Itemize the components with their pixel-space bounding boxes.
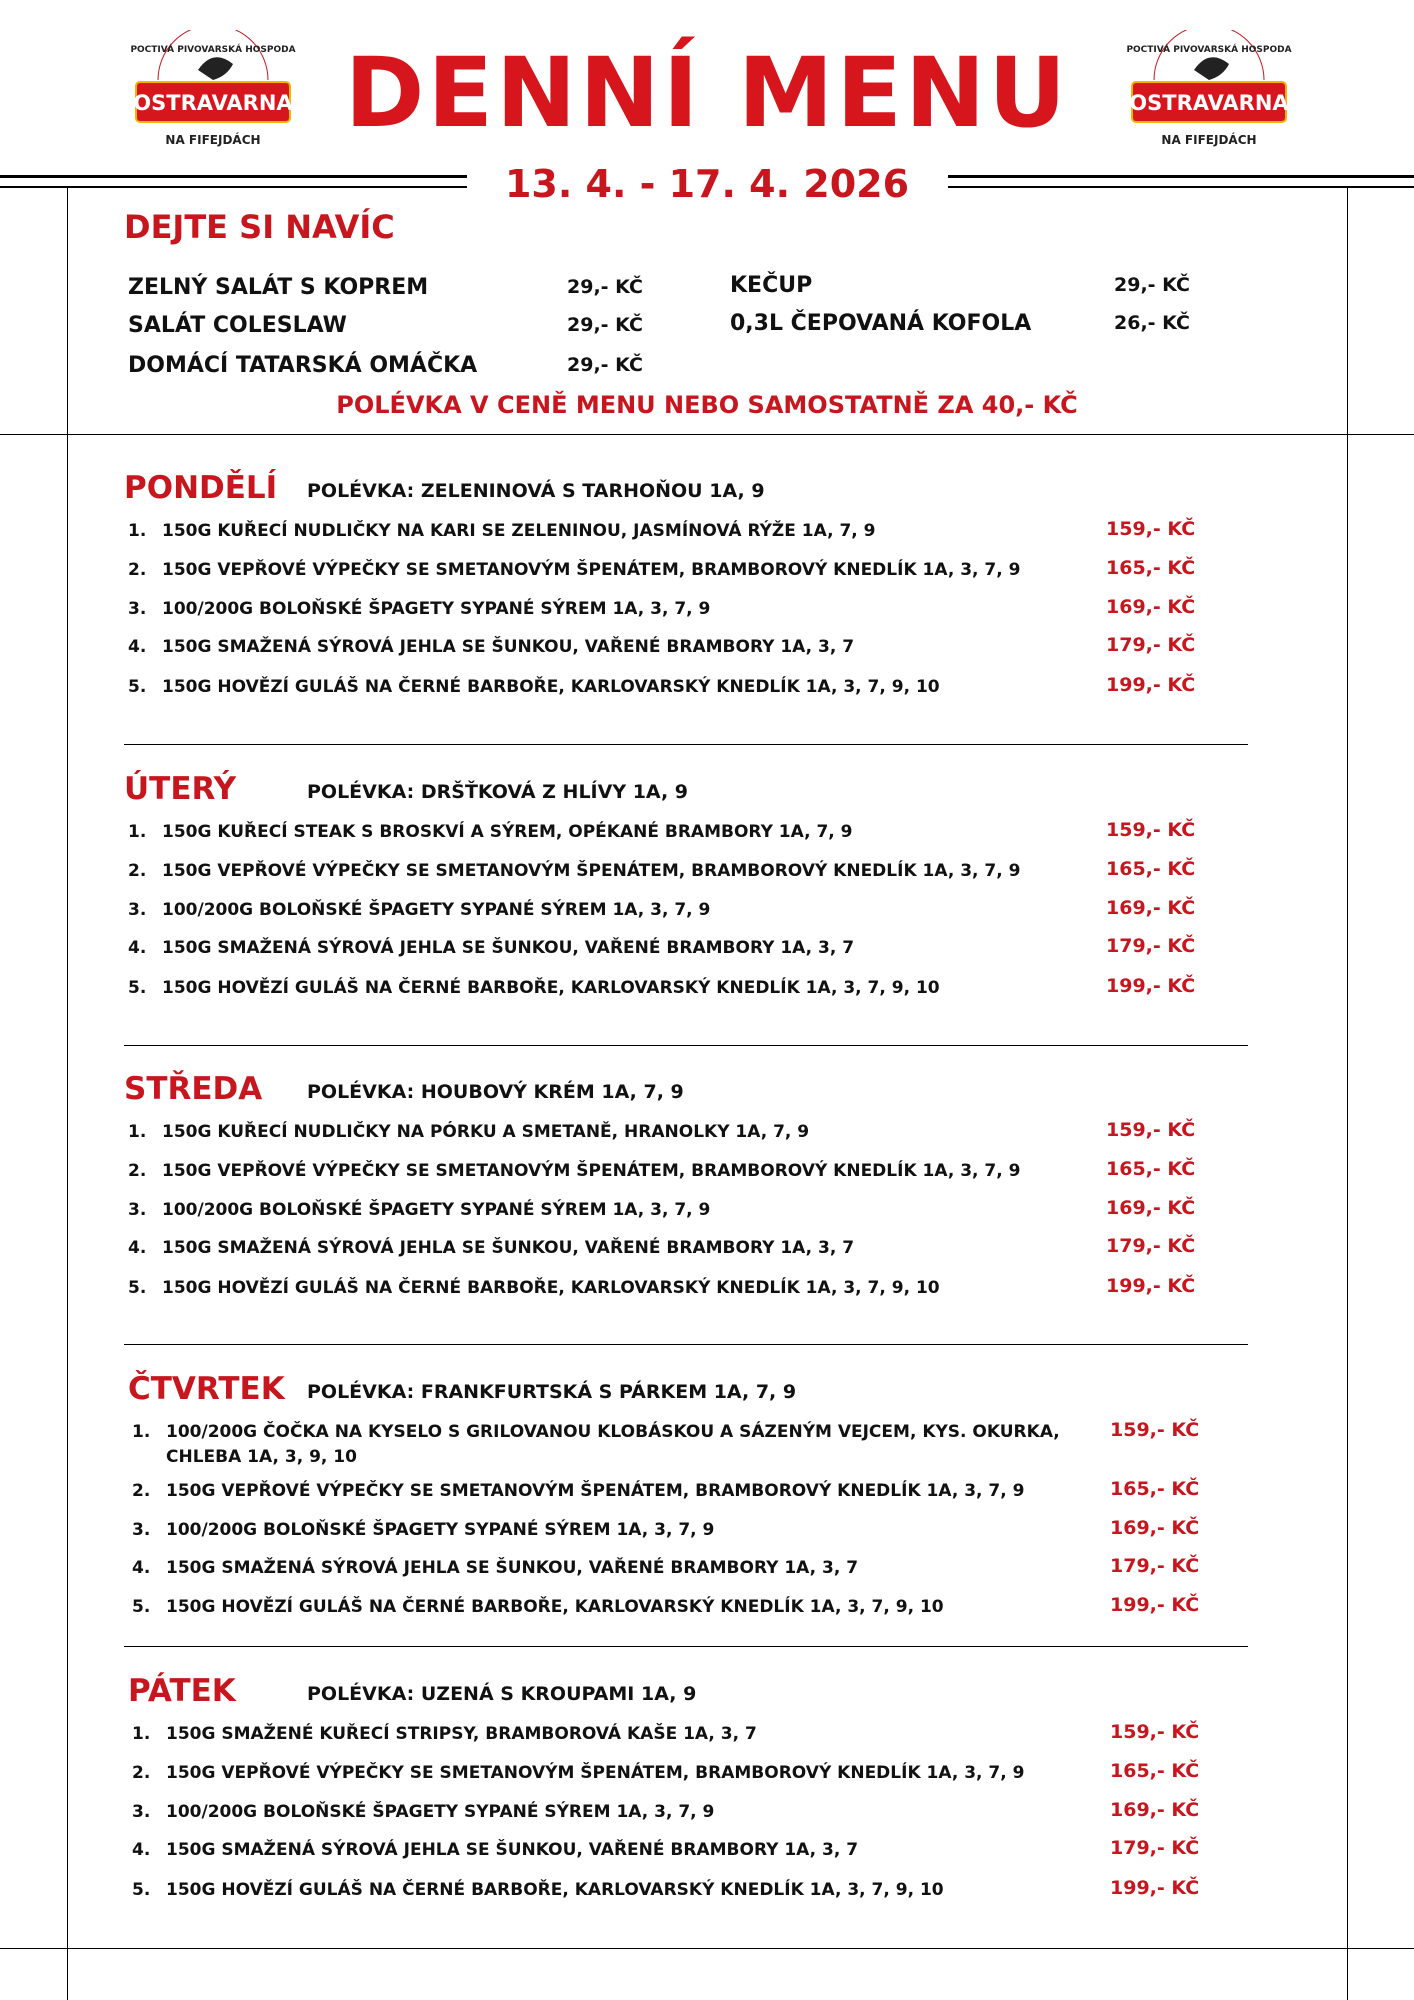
menu-item-text: 100/200G BOLOŇSKÉ ŠPAGETY SYPANÉ SÝREM 1A, 3, 7, 9: [162, 599, 711, 619]
day-name: PÁTEK: [128, 1673, 236, 1709]
menu-item-price: 179,- KČ: [1106, 634, 1196, 656]
day-separator: [124, 1045, 1248, 1046]
menu-item-price: 179,- KČ: [1106, 935, 1196, 957]
menu-item-price: 199,- KČ: [1106, 1275, 1196, 1297]
day-soup: POLÉVKA: DRŠŤKOVÁ Z HLÍVY 1A, 9: [307, 781, 689, 803]
menu-item-number: 4.: [132, 1558, 151, 1578]
menu-item-text: 150G SMAŽENÁ SÝROVÁ JEHLA SE ŠUNKOU, VAŘENÉ BRAMBORY 1A, 3, 7: [162, 938, 855, 958]
menu-item-price: 199,- KČ: [1110, 1594, 1200, 1616]
extra-item-name: KEČUP: [730, 273, 813, 298]
svg-text:POCTIVÁ PIVOVARSKÁ HOSPODA: POCTIVÁ PIVOVARSKÁ HOSPODA: [1126, 45, 1292, 55]
menu-item-text: 150G KUŘECÍ NUDLIČKY NA PÓRKU A SMETANĚ, HRANOLKY 1A, 7, 9: [162, 1122, 810, 1142]
menu-item-number: 1.: [128, 1122, 147, 1142]
menu-item-number: 2.: [128, 560, 147, 580]
menu-item-number: 5.: [128, 677, 147, 697]
extra-item-price: 29,- KČ: [567, 354, 643, 376]
day-separator: [124, 744, 1248, 745]
menu-item-number: 3.: [128, 1200, 147, 1220]
menu-item-text: 100/200G BOLOŇSKÉ ŠPAGETY SYPANÉ SÝREM 1A, 3, 7, 9: [162, 900, 711, 920]
frame-left-vertical: [67, 186, 68, 2000]
menu-item-number: 4.: [132, 1840, 151, 1860]
day-name: PONDĚLÍ: [124, 470, 278, 506]
menu-item-price: 165,- KČ: [1106, 557, 1196, 579]
menu-item-price: 165,- KČ: [1106, 1158, 1196, 1180]
menu-item-price: 165,- KČ: [1110, 1478, 1200, 1500]
menu-item-price: 179,- KČ: [1110, 1837, 1200, 1859]
menu-item-text: 150G HOVĚZÍ GULÁŠ NA ČERNÉ BARBOŘE, KARLOVARSKÝ KNEDLÍK 1A, 3, 7, 9, 10: [166, 1880, 944, 1900]
day-soup: POLÉVKA: HOUBOVÝ KRÉM 1A, 7, 9: [307, 1081, 684, 1103]
menu-item-text: 150G KUŘECÍ NUDLIČKY NA KARI SE ZELENINOU, JASMÍNOVÁ RÝŽE 1A, 7, 9: [162, 521, 876, 541]
menu-item-number: 5.: [128, 1278, 147, 1298]
menu-item-text: 150G VEPŘOVÉ VÝPEČKY SE SMETANOVÝM ŠPENÁTEM, BRAMBOROVÝ KNEDLÍK 1A, 3, 7, 9: [166, 1481, 1025, 1501]
menu-item-price: 159,- KČ: [1110, 1721, 1200, 1743]
menu-item-number: 2.: [132, 1763, 151, 1783]
extra-item-name: SALÁT COLESLAW: [128, 313, 347, 338]
menu-item-price: 169,- KČ: [1106, 1197, 1196, 1219]
menu-item-number: 1.: [132, 1422, 151, 1442]
day-separator: [124, 1344, 1248, 1345]
extra-item-name: DOMÁCÍ TATARSKÁ OMÁČKA: [128, 353, 478, 378]
menu-item-text: 150G HOVĚZÍ GULÁŠ NA ČERNÉ BARBOŘE, KARLOVARSKÝ KNEDLÍK 1A, 3, 7, 9, 10: [166, 1597, 944, 1617]
menu-item-number: 5.: [132, 1880, 151, 1900]
extras-title: DEJTE SI NAVÍC: [124, 208, 395, 246]
day-name: ÚTERÝ: [124, 771, 237, 807]
menu-item-price: 169,- KČ: [1106, 897, 1196, 919]
menu-item-number: 2.: [132, 1481, 151, 1501]
day-soup: POLÉVKA: UZENÁ S KROUPAMI 1A, 9: [307, 1683, 697, 1705]
day-separator: [124, 1646, 1248, 1647]
menu-item-number: 1.: [132, 1724, 151, 1744]
extra-item-price: 29,- KČ: [567, 314, 643, 336]
menu-item-price: 165,- KČ: [1106, 858, 1196, 880]
logo-bottom-text: NA FIFEJDÁCH: [1161, 133, 1257, 147]
menu-item-text: 150G VEPŘOVÉ VÝPEČKY SE SMETANOVÝM ŠPENÁTEM, BRAMBOROVÝ KNEDLÍK 1A, 3, 7, 9: [162, 861, 1021, 881]
menu-item-number: 3.: [128, 900, 147, 920]
menu-item-text: 150G VEPŘOVÉ VÝPEČKY SE SMETANOVÝM ŠPENÁTEM, BRAMBOROVÝ KNEDLÍK 1A, 3, 7, 9: [166, 1763, 1025, 1783]
menu-item-price: 169,- KČ: [1110, 1517, 1200, 1539]
extra-item-name: 0,3L ČEPOVANÁ KOFOLA: [730, 311, 1032, 336]
menu-item-price: 199,- KČ: [1110, 1877, 1200, 1899]
page-title: DENNÍ MENU: [344, 37, 1070, 149]
menu-item-text: 100/200G BOLOŇSKÉ ŠPAGETY SYPANÉ SÝREM 1A, 3, 7, 9: [166, 1802, 715, 1822]
menu-item-price: 159,- KČ: [1110, 1419, 1200, 1441]
menu-item-number: 5.: [132, 1597, 151, 1617]
logo-bottom-text: NA FIFEJDÁCH: [165, 133, 261, 147]
menu-item-number: 3.: [132, 1520, 151, 1540]
logo-brand-text: OSTRAVARNA: [1129, 91, 1289, 115]
menu-item-number: 4.: [128, 1238, 147, 1258]
svg-text:POCTIVÁ PIVOVARSKÁ HOSPODA: POCTIVÁ PIVOVARSKÁ HOSPODA: [130, 45, 296, 55]
menu-item-price: 159,- KČ: [1106, 1119, 1196, 1141]
menu-item-number: 5.: [128, 978, 147, 998]
menu-item-text: 150G KUŘECÍ STEAK S BROSKVÍ A SÝREM, OPÉKANÉ BRAMBORY 1A, 7, 9: [162, 822, 853, 842]
extra-item-price: 29,- KČ: [1114, 274, 1190, 296]
menu-item-text: 150G SMAŽENÁ SÝROVÁ JEHLA SE ŠUNKOU, VAŘENÉ BRAMBORY 1A, 3, 7: [162, 637, 855, 657]
menu-item-text: 150G VEPŘOVÉ VÝPEČKY SE SMETANOVÝM ŠPENÁTEM, BRAMBOROVÝ KNEDLÍK 1A, 3, 7, 9: [162, 1161, 1021, 1181]
menu-item-number: 2.: [128, 1161, 147, 1181]
extra-item-name: ZELNÝ SALÁT S KOPREM: [128, 275, 429, 300]
menu-item-number: 4.: [128, 637, 147, 657]
menu-item-number: 4.: [128, 938, 147, 958]
menu-dates: 13. 4. - 17. 4. 2026: [504, 162, 910, 206]
menu-item-number: 3.: [132, 1802, 151, 1822]
menu-item-price: 199,- KČ: [1106, 975, 1196, 997]
menu-item-text: 150G HOVĚZÍ GULÁŠ NA ČERNÉ BARBOŘE, KARLOVARSKÝ KNEDLÍK 1A, 3, 7, 9, 10: [162, 978, 940, 998]
menu-item-price: 165,- KČ: [1110, 1760, 1200, 1782]
menu-item-price: 179,- KČ: [1106, 1235, 1196, 1257]
menu-item-text: 150G HOVĚZÍ GULÁŠ NA ČERNÉ BARBOŘE, KARLOVARSKÝ KNEDLÍK 1A, 3, 7, 9, 10: [162, 677, 940, 697]
menu-item-price: 179,- KČ: [1110, 1555, 1200, 1577]
menu-item-price: 169,- KČ: [1106, 596, 1196, 618]
day-soup: POLÉVKA: ZELENINOVÁ S TARHOŇOU 1A, 9: [307, 480, 765, 502]
menu-item-number: 1.: [128, 521, 147, 541]
menu-item-price: 159,- KČ: [1106, 518, 1196, 540]
extras-bottom-rule: [0, 434, 1414, 435]
menu-item-number: 3.: [128, 599, 147, 619]
menu-item-text: 100/200G BOLOŇSKÉ ŠPAGETY SYPANÉ SÝREM 1A, 3, 7, 9: [166, 1520, 715, 1540]
menu-item-text: 100/200G BOLOŇSKÉ ŠPAGETY SYPANÉ SÝREM 1A, 3, 7, 9: [162, 1200, 711, 1220]
menu-item-price: 199,- KČ: [1106, 674, 1196, 696]
menu-item-price: 169,- KČ: [1110, 1799, 1200, 1821]
menu-item-text: 100/200G ČOČKA NA KYSELO S GRILOVANOU KLOBÁSKOU A SÁZENÝM VEJCEM, KYS. OKURKA, CHLEBA 1A, 3, 9, 10: [166, 1422, 1060, 1467]
frame-right-vertical: [1347, 186, 1348, 2000]
day-name: ČTVRTEK: [128, 1371, 285, 1407]
menu-item-text: 150G SMAŽENÁ SÝROVÁ JEHLA SE ŠUNKOU, VAŘENÉ BRAMBORY 1A, 3, 7: [166, 1840, 859, 1860]
logo-brand-text: OSTRAVARNA: [133, 91, 293, 115]
page-bottom-rule: [0, 1948, 1414, 1949]
menu-item-number: 2.: [128, 861, 147, 881]
extra-item-price: 29,- KČ: [567, 276, 643, 298]
day-name: STŘEDA: [124, 1071, 263, 1107]
menu-item-number: 1.: [128, 822, 147, 842]
day-soup: POLÉVKA: FRANKFURTSKÁ S PÁRKEM 1A, 7, 9: [307, 1381, 797, 1403]
soup-price-note: POLÉVKA V CENĚ MENU NEBO SAMOSTATNĚ ZA 40,- KČ: [336, 391, 1078, 419]
menu-item-text: 150G SMAŽENÁ SÝROVÁ JEHLA SE ŠUNKOU, VAŘENÉ BRAMBORY 1A, 3, 7: [162, 1238, 855, 1258]
menu-item-text: 150G HOVĚZÍ GULÁŠ NA ČERNÉ BARBOŘE, KARLOVARSKÝ KNEDLÍK 1A, 3, 7, 9, 10: [162, 1278, 940, 1298]
menu-item-text: 150G VEPŘOVÉ VÝPEČKY SE SMETANOVÝM ŠPENÁTEM, BRAMBOROVÝ KNEDLÍK 1A, 3, 7, 9: [162, 560, 1021, 580]
extra-item-price: 26,- KČ: [1114, 312, 1190, 334]
menu-item-text: 150G SMAŽENÉ KUŘECÍ STRIPSY, BRAMBOROVÁ KAŠE 1A, 3, 7: [166, 1724, 757, 1744]
menu-item-price: 159,- KČ: [1106, 819, 1196, 841]
menu-item-text: 150G SMAŽENÁ SÝROVÁ JEHLA SE ŠUNKOU, VAŘENÉ BRAMBORY 1A, 3, 7: [166, 1558, 859, 1578]
